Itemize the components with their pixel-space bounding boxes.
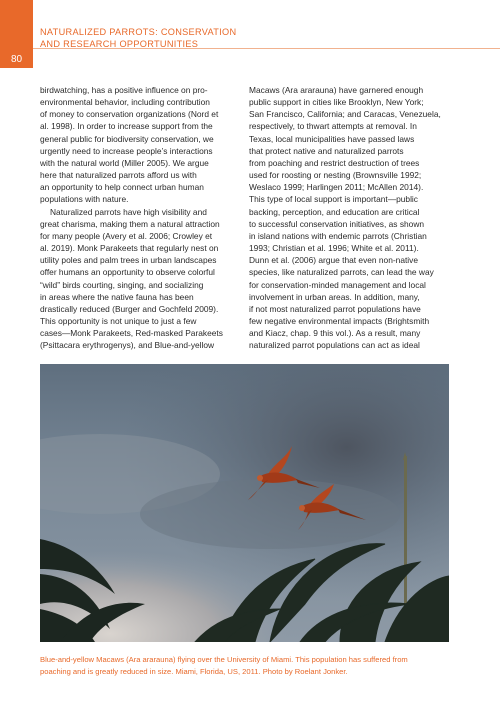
running-header xyxy=(40,26,460,50)
page-number: 80 xyxy=(10,54,23,65)
text-line: utility poles and palm trees in urban landscapes xyxy=(40,255,217,266)
text-line: if not most naturalized parrot populations have xyxy=(249,303,421,314)
text-line: few negative environmental impacts (Brightsmith xyxy=(249,315,430,326)
caption-line: Blue-and-yellow Macaws (Ara ararauna) flying over the University of Miami. This population has suffered from xyxy=(40,655,408,664)
photo-caption xyxy=(40,654,452,677)
text-line: cases—Monk Parakeets, Red-masked Parakeets xyxy=(40,328,223,339)
photo-macaws-flying xyxy=(40,364,449,642)
text-line: birdwatching, has a positive influence on pro- xyxy=(40,85,208,95)
header-rule xyxy=(33,48,500,49)
text-line: populations with nature. xyxy=(40,194,129,205)
text-line: Dunn et al. (2006) argue that even non-native xyxy=(249,255,419,266)
text-line: involvement in urban areas. In addition, many, xyxy=(249,291,420,302)
text-line: here that naturalized parrots afford us with xyxy=(40,170,197,181)
text-line: backing, perception, and education are critical xyxy=(249,206,420,217)
running-header-line: NATURALIZED PARROTS: CONSERVATION xyxy=(40,27,237,37)
left-text-column xyxy=(40,84,248,351)
text-line: Weslaco 1999; Harlingen 2011; McAllen 2014). xyxy=(249,182,424,193)
paragraph xyxy=(40,84,248,206)
text-line: with the natural world (Miller 2005). We argue xyxy=(40,157,209,168)
running-header-line: AND RESEARCH OPPORTUNITIES xyxy=(40,39,199,49)
text-line: Naturalized parrots have high visibility and xyxy=(50,206,207,217)
text-line: to successful conservation initiatives, as shown xyxy=(249,218,425,229)
text-line: naturalized parrot populations can act as ideal xyxy=(249,340,420,351)
text-line: (Psittacara erythrogenys), and Blue-and-yellow xyxy=(40,340,215,351)
paragraph xyxy=(40,206,248,352)
text-line: drastically reduced (Burger and Gochfeld 2009). xyxy=(40,303,219,314)
text-line: offer humans an opportunity to observe colorful xyxy=(40,267,215,278)
text-line: and Kiacz, chap. 9 this vol.). As a result, many xyxy=(249,328,421,339)
text-line: that protect native and naturalized parrots xyxy=(249,145,404,156)
text-line: This type of local support is important—public xyxy=(249,194,418,205)
text-line: in areas where the native fauna has been xyxy=(40,291,194,302)
text-line: from poaching and restrict destruction of trees xyxy=(249,157,420,168)
text-line: 1993; Christian et al. 1996; White et al. 2011). xyxy=(249,243,419,254)
text-line: urgently need to increase people’s interactions xyxy=(40,145,213,156)
text-line: Macaws (Ara ararauna) have garnered enough xyxy=(249,85,424,95)
text-line: used for roosting or nesting (Brownsville 1992; xyxy=(249,170,422,181)
text-line: “wild” birds courting, singing, and socializing xyxy=(40,279,204,290)
text-line: an opportunity to help connect urban human xyxy=(40,182,204,193)
text-line: general public for biodiversity conservation, we xyxy=(40,133,214,144)
text-line: in island nations with endemic parrots (Christian xyxy=(249,230,427,241)
text-line: This opportunity is not unique to just a few xyxy=(40,315,197,326)
text-line: great charisma, making them a natural attraction xyxy=(40,218,220,229)
text-line: Texas, local municipalities have passed laws xyxy=(249,133,415,144)
text-line: for many people (Avery et al. 2006; Crowley et xyxy=(40,230,213,241)
right-text-column xyxy=(249,84,457,351)
text-line: for conservation-minded management and local xyxy=(249,279,426,290)
text-line: of money to conservation organizations (Nord et xyxy=(40,109,219,120)
text-line: environmental behavior, including contribution xyxy=(40,97,210,108)
caption-line: poaching and is greatly reduced in size. Miami, Florida, US, 2011. Photo by Roelant Jonker. xyxy=(40,666,348,676)
text-line: al. 1998). In order to increase support from the xyxy=(40,121,213,132)
paragraph xyxy=(249,84,457,351)
page-number-tab xyxy=(0,0,33,68)
text-line: respectively, to thwart attempts at removal. In xyxy=(249,121,417,132)
text-line: species, like naturalized parrots, can lead the way xyxy=(249,267,434,278)
text-line: San Francisco, California; and Caracas, Venezuela, xyxy=(249,109,441,120)
text-line: al. 2019). Monk Parakeets that regularly nest on xyxy=(40,243,219,254)
text-line: public support in cities like Brooklyn, New York; xyxy=(249,97,424,108)
